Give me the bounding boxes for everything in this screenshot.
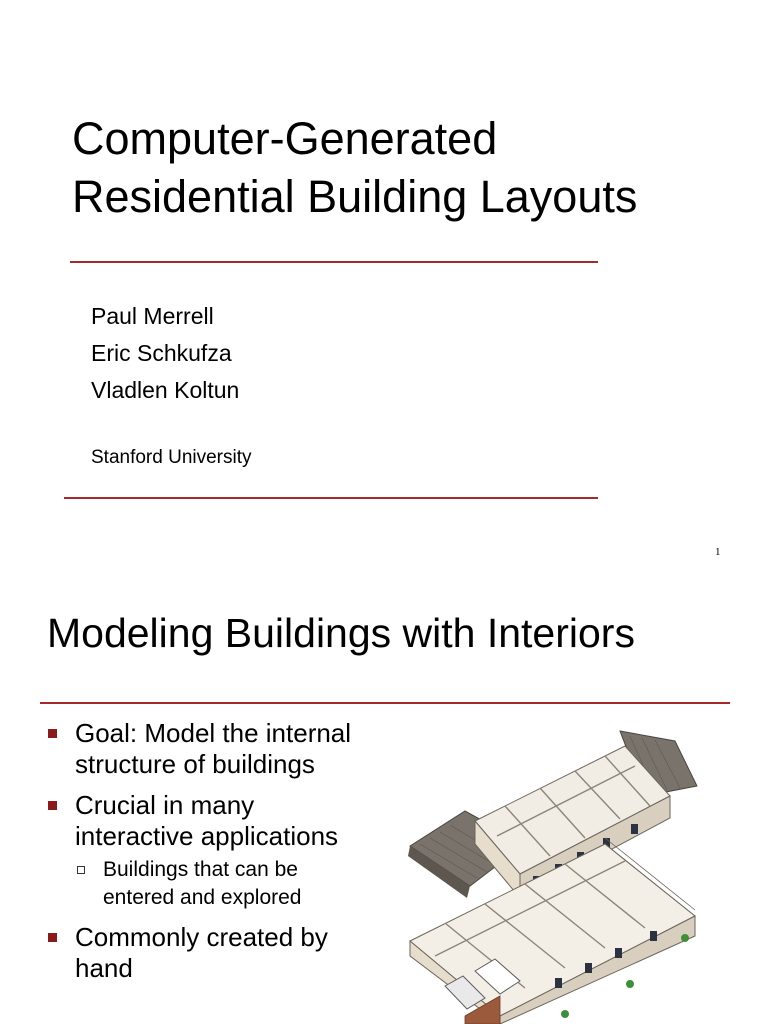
hollow-square-bullet-icon: [77, 866, 85, 874]
sub-bullet-line: Buildings that can be: [103, 858, 298, 881]
author-name: Eric Schkufza: [91, 340, 232, 366]
sub-bullet-list: [75, 856, 386, 912]
presentation-title: [72, 110, 732, 226]
bullet-item: [46, 790, 386, 912]
square-bullet-icon: [48, 801, 57, 810]
bullet-list: [46, 718, 386, 994]
sub-bullet-item: [75, 856, 386, 912]
author-name: Vladlen Koltun: [91, 377, 240, 403]
author-name: Paul Merrell: [91, 303, 214, 329]
square-bullet-icon: [48, 729, 57, 738]
affiliation: Stanford University: [91, 447, 252, 468]
slide-title: Modeling Buildings with Interiors: [47, 610, 635, 656]
page-number: 1: [715, 546, 721, 558]
sub-bullet-line: entered and explored: [103, 886, 302, 909]
bullet-line: interactive applications: [75, 821, 339, 851]
author-list: [91, 298, 239, 409]
content-slide: [0, 576, 768, 1024]
title-divider-bottom: [64, 497, 598, 499]
bullet-line: Commonly created by: [75, 922, 328, 952]
bullet-line: Crucial in many: [75, 790, 255, 820]
slide-title-divider: [40, 702, 730, 704]
bullet-item: [46, 718, 386, 780]
exploded-house-illustration: [405, 726, 705, 1024]
bullet-line: structure of buildings: [75, 749, 315, 779]
bullet-item: [46, 922, 386, 984]
bullet-line: hand: [75, 953, 133, 983]
bullet-line: Goal: Model the internal: [75, 718, 352, 748]
square-bullet-icon: [48, 933, 57, 942]
title-line-1: Computer-Generated: [72, 113, 498, 164]
title-line-2: Residential Building Layouts: [72, 171, 638, 222]
title-divider-top: [70, 261, 598, 263]
